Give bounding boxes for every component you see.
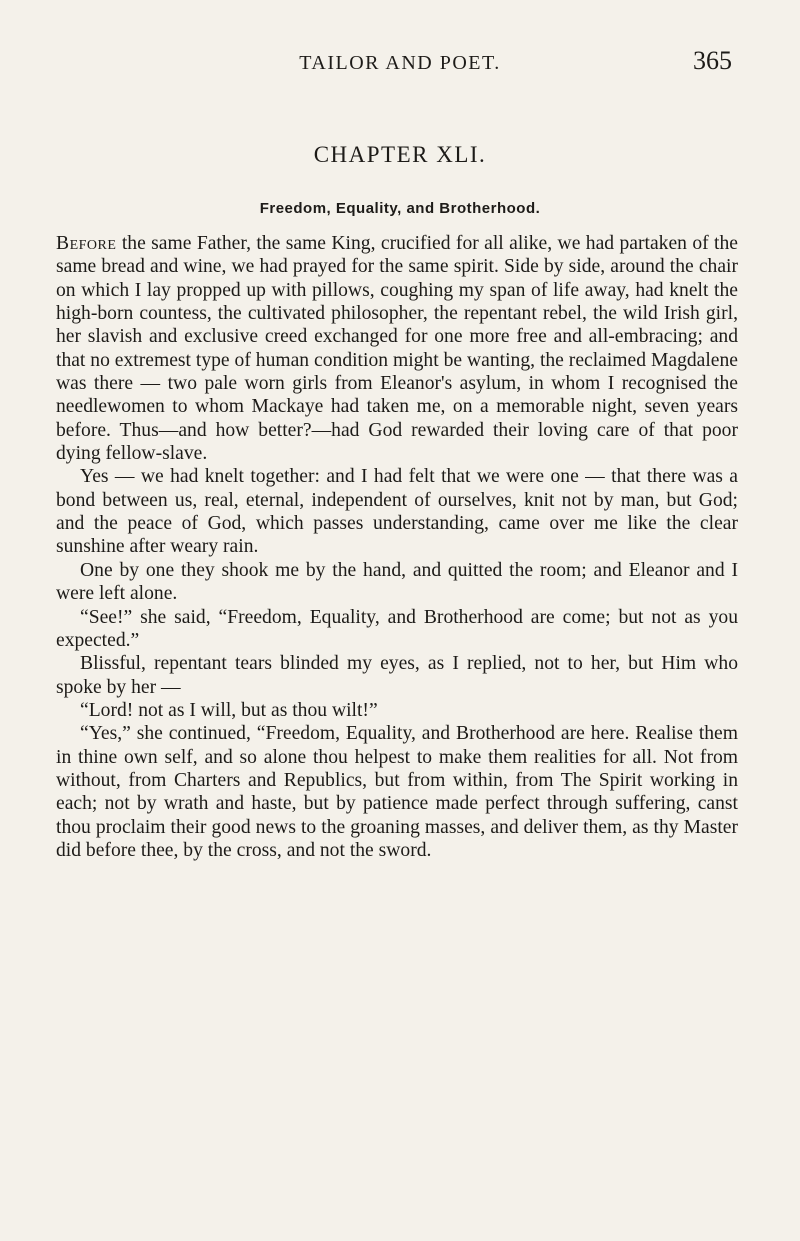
running-title: TAILOR AND POET. <box>299 52 501 74</box>
paragraph-4: “See!” she said, “Freedom, Equality, and Brotherhood are come; but not as you expected.” <box>56 606 738 651</box>
paragraph-lead-word: Before <box>56 233 117 254</box>
paragraph-6: “Lord! not as I will, but as thou wilt!” <box>80 699 378 721</box>
chapter-subtitle: Freedom, Equality, and Brotherhood. <box>259 200 541 217</box>
paragraph-5: Blissful, repentant tears blinded my eyes, as I replied, not to her, but Him who spoke by her — <box>56 653 738 698</box>
chapter-heading: CHAPTER XLI. <box>313 142 487 167</box>
paragraph-1-text: the same Father, the same King, crucified for all alike, we had partaken of the same bread and wine, we had prayed for the same spirit. Side by side, around the chair on which I lay propped up with pillows, coughing my span of life away, had knelt the high-born countess, the cultivated philosopher, the repentant rebel, the wild Irish girl, her slavish and exclusive creed exchanged for one more free and all-embracing; and that no extremest type of human condition might be wanting, the reclaimed Magdalene was there — two pale worn girls from Eleanor's asylum, in whom I recognised the needlewomen to whom Mackaye had taken me, on a memorable night, seven years before. Thus—and how better?—had God rewarded their loving care of that poor dying fellow-slave. <box>56 233 738 465</box>
paragraph-7: “Yes,” she continued, “Freedom, Equality, and Brotherhood are here. Realise them in thine own self, and so alone thou helpest to make them realities for all. Not from without, from Charters and Republics, but from within, from The Spirit working in each; not by wrath and haste, but by patience made perfect through suffering, canst thou proclaim their good news to the groaning masses, and deliver them, as thy Master did before thee, by the cross, and not the sword. <box>56 723 738 861</box>
paragraph-1 <box>56 232 738 465</box>
paragraph-3: One by one they shook me by the hand, and quitted the room; and Eleanor and I were left alone. <box>56 559 738 605</box>
body-text <box>56 232 738 862</box>
running-head <box>54 46 746 86</box>
paragraph-2: Yes — we had knelt together: and I had felt that we were one — that there was a bond between us, real, eternal, independent of ourselves, knit not by man, but God; and the peace of God, which passes understanding, came over me like the clear sunshine after weary rain. <box>56 466 738 558</box>
page-number: 365 <box>693 46 732 75</box>
